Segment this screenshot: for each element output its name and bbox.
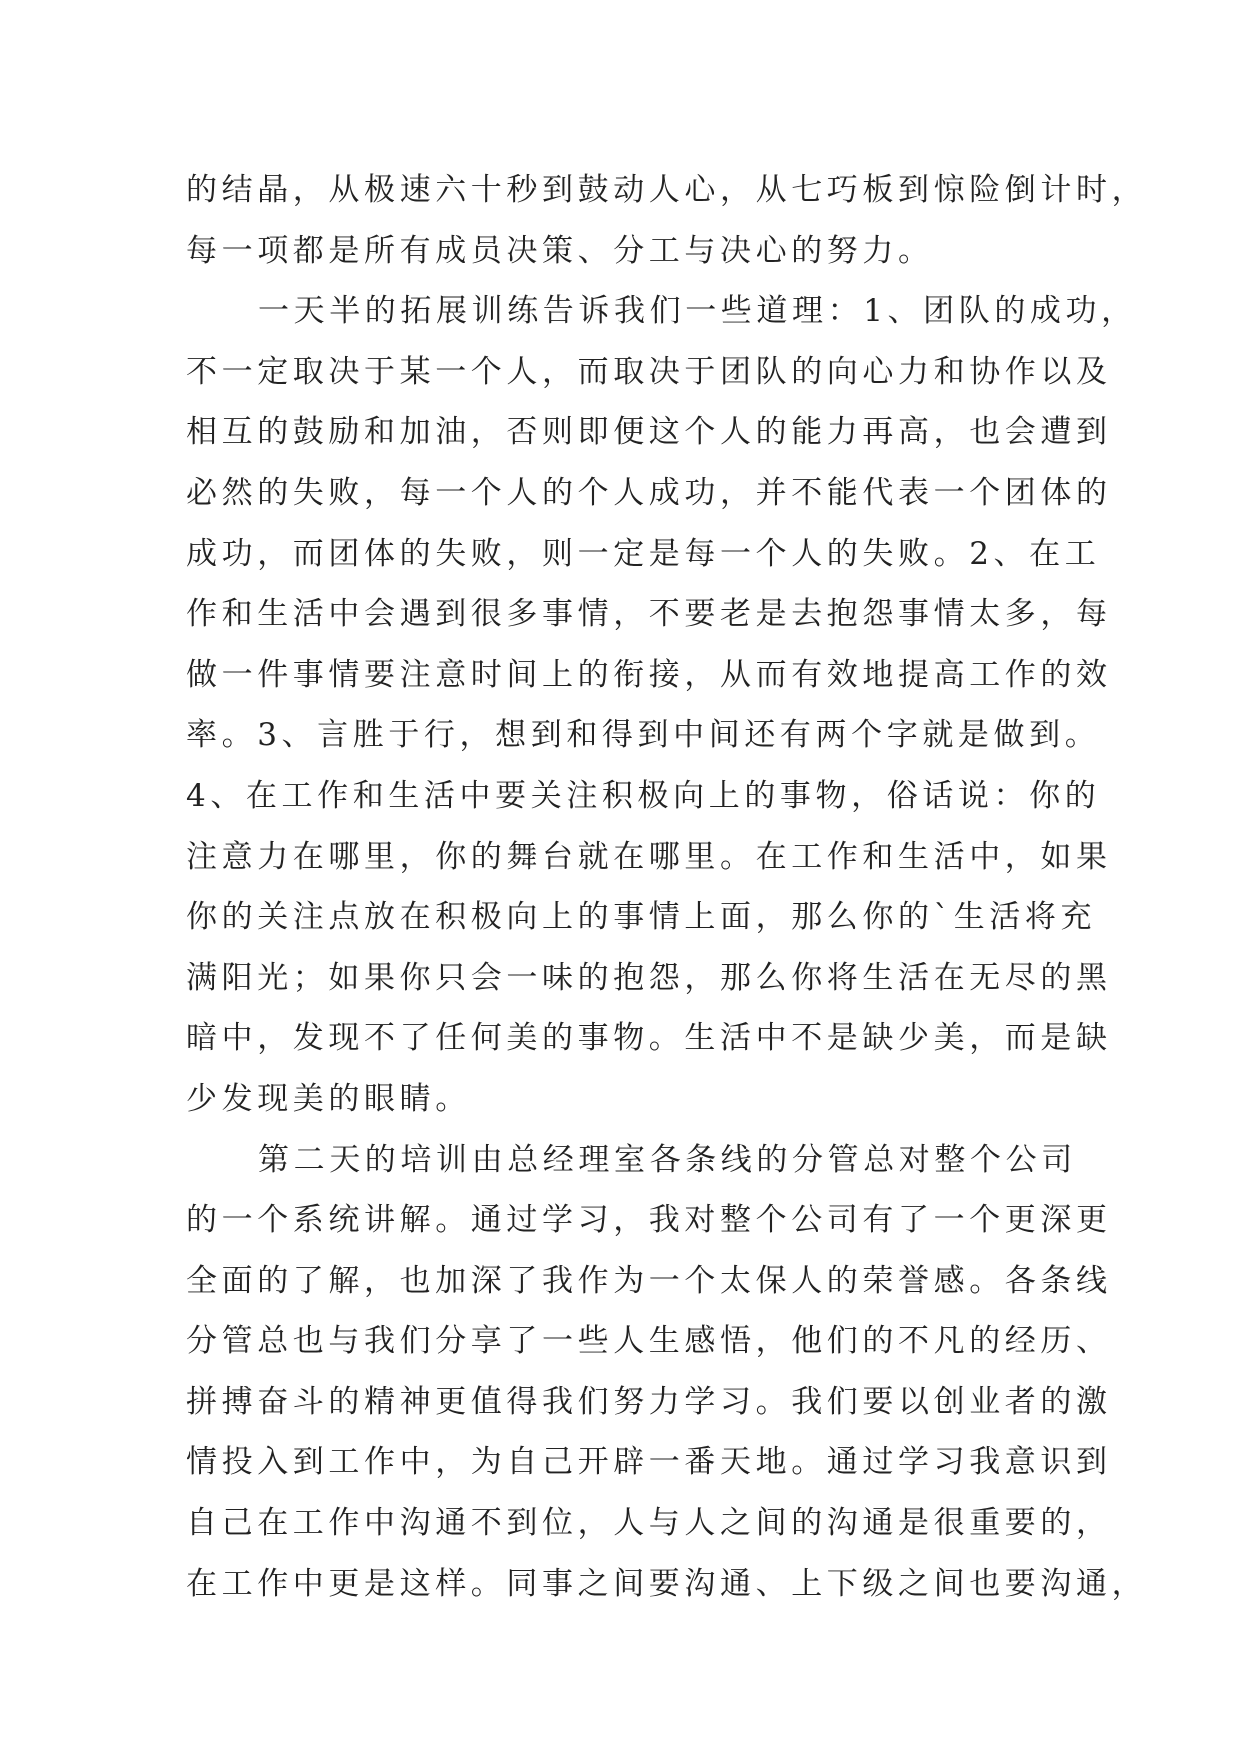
body-text xyxy=(186,160,1148,1614)
text-line: 4、在工作和生活中要关注积极向上的事物，俗话说：你的 xyxy=(186,777,1101,814)
text-line: 少发现美的眼睛。 xyxy=(186,1080,471,1117)
text-line: 自己在工作中沟通不到位，人与人之间的沟通是很重要的， xyxy=(186,1505,1112,1542)
text-line: 暗中，发现不了任何美的事物。生活中不是缺少美，而是缺 xyxy=(186,1020,1112,1057)
paragraph-start-line: 第二天的培训由总经理室各条线的分管总对整个公司 xyxy=(258,1141,1077,1178)
text-line: 注意力在哪里，你的舞台就在哪里。在工作和生活中，如果 xyxy=(186,838,1112,875)
text-line: 全面的了解，也加深了我作为一个太保人的荣誉感。各条线 xyxy=(186,1262,1112,1299)
text-line: 分管总也与我们分享了一些人生感悟，他们的不凡的经历、 xyxy=(186,1323,1112,1360)
text-line: 必然的失败，每一个人的个人成功，并不能代表一个团体的 xyxy=(186,474,1112,511)
text-line: 率。3、言胜于行，想到和得到中间还有两个字就是做到。 xyxy=(186,717,1101,754)
text-line: 每一项都是所有成员决策、分工与决心的努力。 xyxy=(186,232,934,269)
text-line: 的结晶，从极速六十秒到鼓动人心，从七巧板到惊险倒计时， xyxy=(186,172,1148,208)
text-line: 作和生活中会遇到很多事情，不要老是去抱怨事情太多，每 xyxy=(186,596,1112,633)
text-line: 在工作中更是这样。同事之间要沟通、上下级之间也要沟通， xyxy=(186,1565,1148,1602)
text-line: 你的关注点放在积极向上的事情上面，那么你的`生活将充 xyxy=(186,899,1097,936)
text-line: 拼搏奋斗的精神更值得我们努力学习。我们要以创业者的激 xyxy=(186,1383,1112,1420)
paragraph-start-line: 一天半的拓展训练告诉我们一些道理：1、团队的成功， xyxy=(258,293,1137,330)
text-line: 的一个系统讲解。通过学习，我对整个公司有了一个更深更 xyxy=(186,1202,1112,1239)
text-line: 相互的鼓励和加油，否则即便这个人的能力再高，也会遭到 xyxy=(186,414,1112,451)
text-line: 做一件事情要注意时间上的衔接，从而有效地提高工作的效 xyxy=(186,656,1112,693)
text-line: 成功，而团体的失败，则一定是每一个人的失败。2、在工 xyxy=(186,535,1101,572)
text-line: 情投入到工作中，为自己开辟一番天地。通过学习我意识到 xyxy=(186,1444,1112,1481)
text-line: 不一定取决于某一个人，而取决于团队的向心力和协作以及 xyxy=(186,353,1112,390)
text-line: 满阳光；如果你只会一味的抱怨，那么你将生活在无尽的黑 xyxy=(186,959,1112,996)
